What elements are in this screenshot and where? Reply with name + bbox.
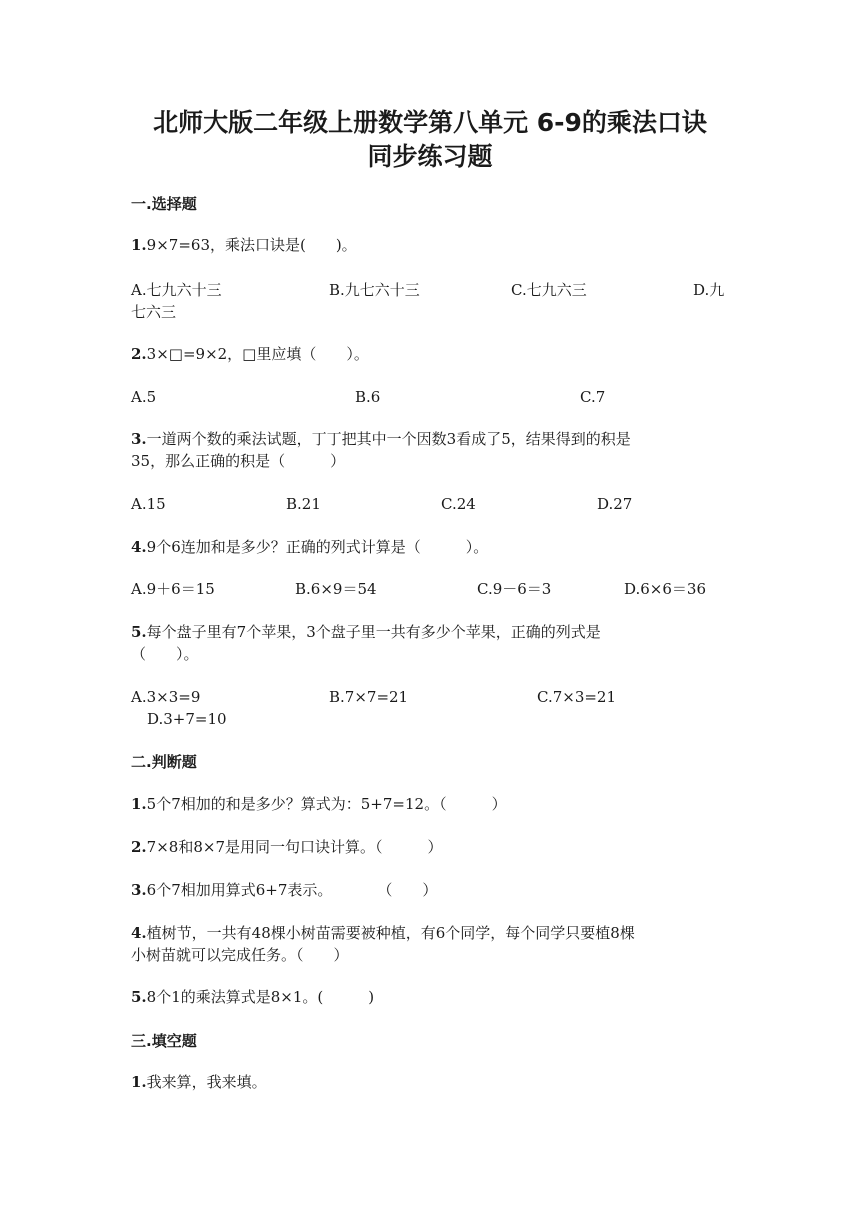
option-a: A.5	[131, 388, 157, 406]
question-text: 1.9×7=63，乘法口诀是( )。	[131, 236, 357, 254]
question-text: 3.一道两个数的乘法试题，丁丁把其中一个因数3看成了5，结果得到的积是	[131, 430, 631, 448]
option-c: C.24	[441, 495, 476, 513]
question-text: 5.8个1的乘法算式是8×1。( )	[131, 988, 375, 1006]
question-text: 5.每个盘子里有7个苹果，3个盘子里一共有多少个苹果，正确的列式是	[131, 623, 601, 641]
option-c: C.七九六三	[511, 281, 587, 299]
option-a: A.3×3=9	[131, 688, 201, 706]
option-b: B.6×9＝54	[295, 580, 377, 598]
section-heading-choice: 一.选择题	[131, 195, 197, 213]
option-a: A.9＋6＝15	[131, 580, 215, 598]
option-a: A.15	[131, 495, 166, 513]
question-text-cont: 小树苗就可以完成任务。（ ）	[131, 946, 349, 964]
option-c: C.9－6＝3	[477, 580, 552, 598]
question-text-cont: 35，那么正确的积是（ ）	[131, 452, 346, 470]
question-text: 4.9个6连加和是多少？正确的列式计算是（ ）。	[131, 538, 489, 556]
option-d: D.3+7=10	[147, 710, 227, 728]
option-b: B.7×7=21	[329, 688, 409, 706]
option-d: D.27	[597, 495, 633, 513]
question-text: 4.植树节，一共有48棵小树苗需要被种植，有6个同学，每个同学只要植8棵	[131, 924, 635, 942]
section-heading-fill: 三.填空题	[131, 1032, 197, 1050]
option-b: B.九七六十三	[329, 281, 420, 299]
page-title: 北师大版二年级上册数学第八单元 6-9的乘法口诀	[153, 108, 707, 137]
section-heading-judge: 二.判断题	[131, 753, 197, 771]
option-b: B.21	[286, 495, 321, 513]
question-text: 1.5个7相加的和是多少？算式为：5+7=12。（ ）	[131, 795, 507, 813]
option-b: B.6	[355, 388, 381, 406]
option-d: D.6×6＝36	[624, 580, 707, 598]
option-d-wrap: 七六三	[131, 303, 177, 321]
question-text: 2.7×8和8×7是用同一句口诀计算。（ ）	[131, 838, 443, 856]
question-text-cont: （ ）。	[131, 645, 199, 663]
option-c: C.7×3=21	[537, 688, 617, 706]
question-text: 1.我来算，我来填。	[131, 1073, 267, 1091]
question-text: 2.3×□=9×2，□里应填（ ）。	[131, 345, 369, 363]
option-a: A.七九六十三	[131, 281, 222, 299]
option-c: C.7	[580, 388, 606, 406]
option-d: D.九	[693, 281, 725, 299]
page-subtitle: 同步练习题	[367, 142, 493, 171]
question-text: 3.6个7相加用算式6+7表示。 （ ）	[131, 881, 438, 899]
